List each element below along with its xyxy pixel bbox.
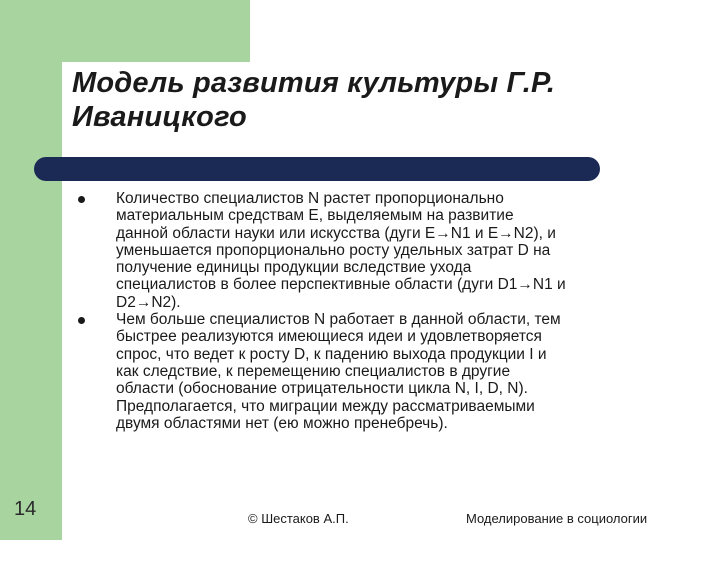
text-line: Чем больше специалистов N работает в данной области, тем xyxy=(116,311,561,329)
text-line: двумя областями нет (ею можно пренебречь). xyxy=(116,414,448,432)
title-divider xyxy=(34,157,600,181)
text-line: получение единицы продукции вследствие ухода xyxy=(116,259,472,277)
text-line: Предполагается, что миграции между рассматриваемыми xyxy=(116,397,535,415)
text-line: быстрее реализуются имеющиеся идеи и удовлетворяется xyxy=(116,328,542,346)
left-accent-bar xyxy=(0,0,62,540)
footer-author: © Шестаков А.П. xyxy=(248,511,349,526)
slide-number: 14 xyxy=(14,498,37,520)
title-line-1: Модель развития культуры Г.Р. xyxy=(72,67,556,99)
text-line: как следствие, к перемещению специалистов в другие xyxy=(116,362,511,380)
text-line: специалистов в более перспективные области (дуги D1→N1 и xyxy=(116,276,566,294)
text-line: Количество специалистов N растет пропорционально xyxy=(116,190,504,207)
text-line: уменьшается пропорционально росту удельных затрат D на xyxy=(116,241,551,259)
bullet-list xyxy=(66,190,686,432)
text-line: спрос, что ведет к росту D, к падению выхода продукции I и xyxy=(116,345,547,363)
slide-title xyxy=(72,66,672,134)
title-line-2: Иваницкого xyxy=(72,101,247,133)
text-line: материальным средствам E, выделяемым на развитие xyxy=(116,207,514,225)
bullet-dot-icon xyxy=(78,317,85,324)
text-line: данной области науки или искусства (дуги E→N1 и E→N2), и xyxy=(116,224,556,242)
bullet-item-1 xyxy=(66,190,686,311)
bullet-item-2 xyxy=(66,311,686,432)
top-accent-bar xyxy=(0,0,250,62)
footer-course: Моделирование в социологии xyxy=(466,511,648,526)
text-line: области (обоснование отрицательности цикла N, I, D, N). xyxy=(116,380,528,398)
bullet-dot-icon xyxy=(78,196,85,203)
text-line: D2→N2). xyxy=(116,293,181,311)
